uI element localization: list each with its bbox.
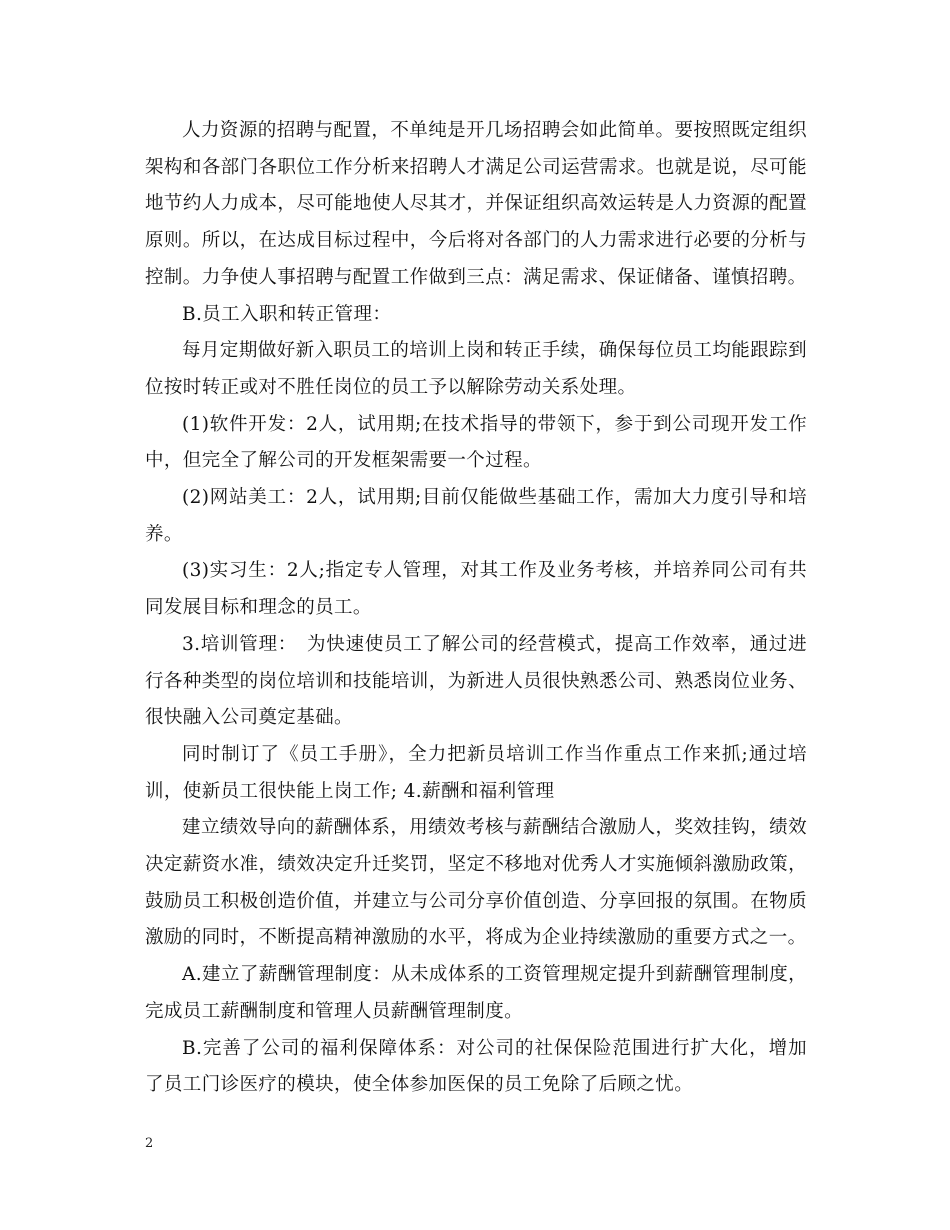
paragraph-recruitment: 人力资源的招聘与配置，不单纯是开几场招聘会如此简单。要按照既定组织架构和各部门各职位工作分析来招聘人才满足公司运营需求。也就是说，尽可能地节约人力成本，尽可能地使人尽其才，并保证组织高效运转是人力资源的配置原则。所以，在达成目标过程中，今后将对各部门的人力需求进行必要的分析与控制。力争使人事招聘与配置工作做到三点：满足需求、保证储备、谨慎招聘。 [145, 120, 807, 288]
paragraph-onboarding: 每月定期做好新入职员工的培训上岗和转正手续，确保每位员工均能跟踪到位按时转正或对不胜任岗位的员工予以解除劳动关系处理。 [145, 340, 807, 398]
paragraph-salary-system: A.建立了薪酬管理制度：从未成体系的工资管理规定提升到薪酬管理制度，完成员工薪酬制度和管理人员薪酬管理制度。 [145, 964, 807, 1022]
list-item-web-designer: (2)网站美工：2人，试用期;目前仅能做些基础工作，需加大力度引导和培养。 [145, 487, 807, 545]
paragraph-compensation: 建立绩效导向的薪酬体系，用绩效考核与薪酬结合激励人，奖效挂钩，绩效决定薪资水准，绩效决定升迁奖罚，坚定不移地对优秀人才实施倾斜激励政策，鼓励员工积极创造价值，并建立与公司分享价值创造、分享回报的氛围。在物质激励的同时，不断提高精神激励的水平，将成为企业持续激励的重要方式之一。 [145, 817, 807, 949]
paragraph-training: 3.培训管理： 为快速使员工了解公司的经营模式，提高工作效率，通过进行各种类型的岗位培训和技能培训，为新进人员很快熟悉公司、熟悉岗位业务、很快融入公司奠定基础。 [145, 633, 807, 729]
document-body [145, 113, 807, 1104]
heading-onboarding: B.员工入职和转正管理： [182, 303, 392, 325]
list-item-intern: (3)实习生：2人;指定专人管理，对其工作及业务考核，并培养同公司有共同发展目标和理念的员工。 [145, 560, 807, 619]
page-number: 2 [145, 1136, 154, 1151]
list-item-software-dev: (1)软件开发：2人，试用期;在技术指导的带领下，参于到公司现开发工作中，但完全了解公司的开发框架需要一个过程。 [145, 413, 807, 472]
paragraph-welfare-system: B.完善了公司的福利保障体系：对公司的社保保险范围进行扩大化，增加了员工门诊医疗的模块，使全体参加医保的员工免除了后顾之忧。 [145, 1037, 807, 1096]
paragraph-handbook: 同时制订了《员工手册》，全力把新员培训工作当作重点工作来抓;通过培训，使新员工很快能上岗工作; 4.薪酬和福利管理 [145, 743, 807, 802]
